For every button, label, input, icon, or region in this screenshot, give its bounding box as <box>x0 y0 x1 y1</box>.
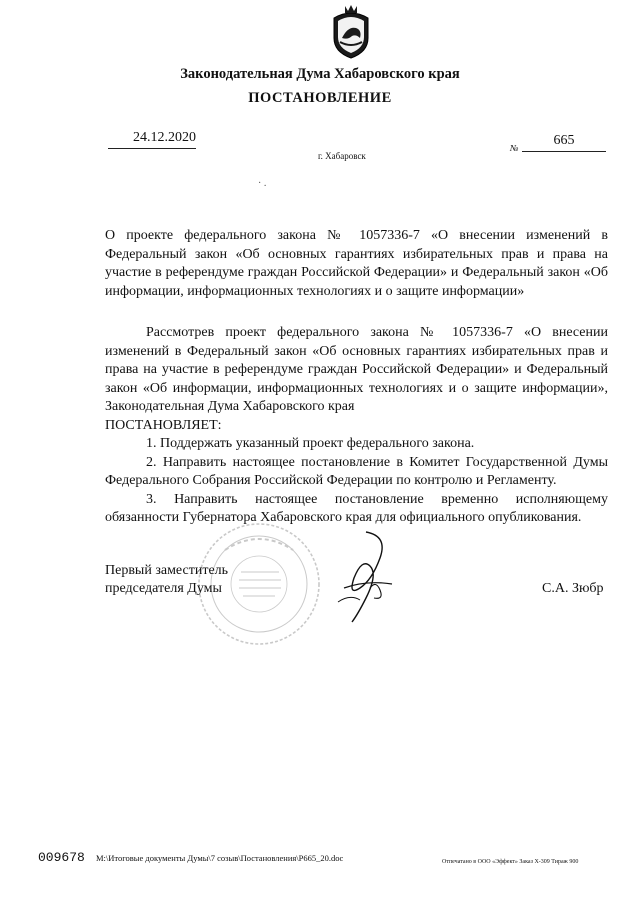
document-number: 665 <box>522 133 606 152</box>
coat-of-arms-icon <box>328 4 374 60</box>
scan-artifact: · . <box>258 178 267 189</box>
document-city: г. Хабаровск <box>318 151 366 161</box>
resolution-item: 1. Поддержать указанный проект федерального закона. <box>146 436 475 451</box>
organization-title: Законодательная Дума Хабаровского края <box>180 66 460 82</box>
signer-position-line2: председателя Думы <box>105 581 222 596</box>
signer-position-line1: Первый заместитель <box>105 563 229 578</box>
signer-name: С.А. Зюбр <box>542 581 604 596</box>
document-subject: О проекте федерального закона № 1057336-7 «О внесении изменений в Федеральный закон «Об основных гарантиях избирательных прав и права на участие в референдуме граждан Российской Федерации» и Федеральный закон «Об информации, информационных технологиях и о защите информации» <box>105 228 608 299</box>
handwritten-signature <box>330 528 402 626</box>
resolution-item: 3. Направить настоящее постановление временно исполняющему обязанности Губернатора Хабаровского края для официального опубликования. <box>105 491 608 525</box>
form-serial-number: 009678 <box>38 850 85 865</box>
document-type: ПОСТАНОВЛЕНИЕ <box>248 90 392 106</box>
document-body <box>105 324 608 528</box>
document-number-label: № <box>510 143 519 153</box>
file-path: M:\Итоговые документы Думы\7 созыв\Постановления\Р665_20.doc <box>96 853 344 863</box>
resolves-heading: ПОСТАНОВЛЯЕТ: <box>105 417 222 433</box>
resolution-item: 2. Направить настоящее постановление в Комитет Государственной Думы Федерального Собрания Российской Федерации по контролю и Регламенту. <box>105 454 608 488</box>
printing-note: Отпечатано в ООО «Эффект» Заказ Х-309 Тираж 900 <box>442 859 579 865</box>
document-date: 24.12.2020 <box>108 130 196 149</box>
preamble-paragraph: Рассмотрев проект федерального закона № 1057336-7 «О внесении изменений в Федеральный закон «Об основных гарантиях избирательных прав и права на участие в референдуме граждан Российской Федерации» и Федеральный закон «Об информации, информационных технологиях и о защите информации», Законодательная Дума Хабаровского края <box>105 325 608 414</box>
